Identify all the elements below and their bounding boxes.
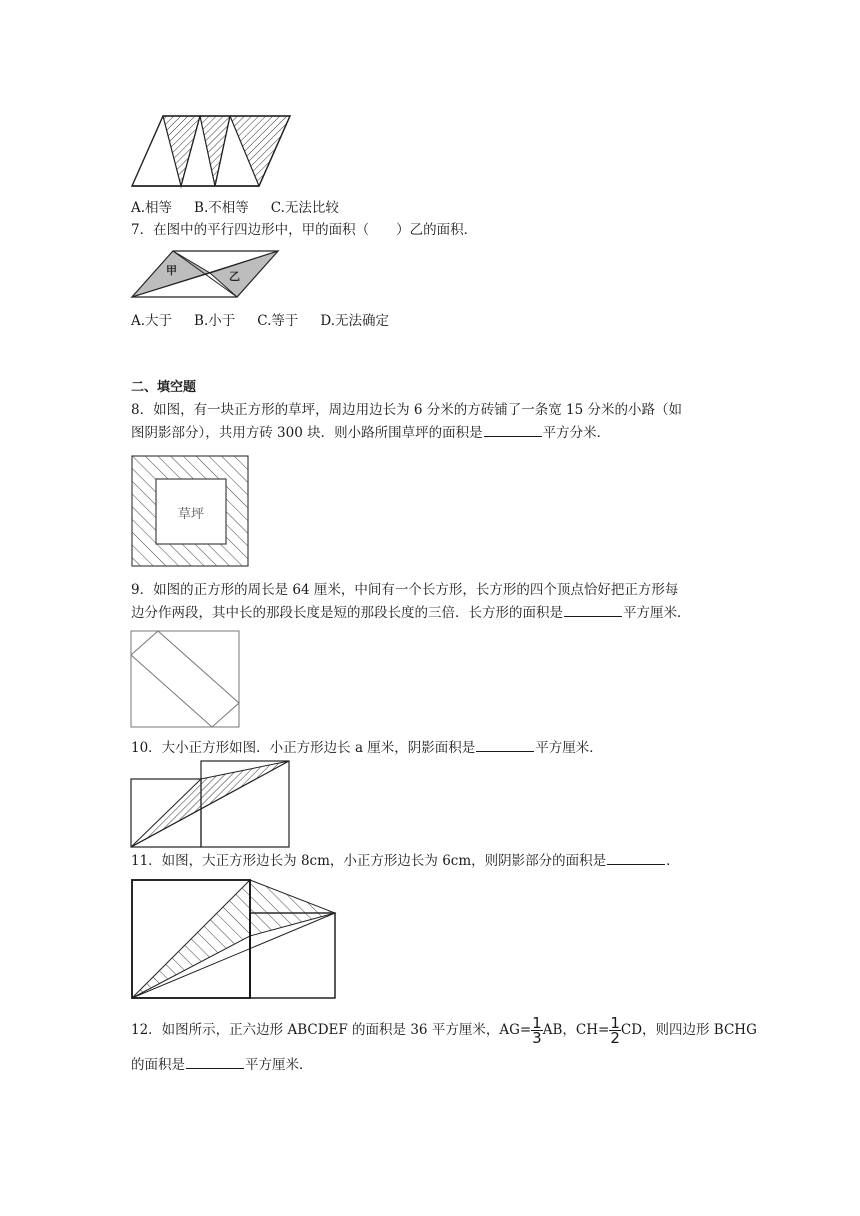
q10-figure: [128, 758, 292, 850]
q12-line1-a: 12．如图所示，正六边形 ABCDEF 的面积是 36 平方厘米，AG=: [131, 1022, 532, 1038]
fraction-one-third: [531, 1016, 543, 1045]
fraction-one-half: [609, 1016, 621, 1045]
answer-blank: [484, 424, 542, 437]
q12-line1-b: AB，CH=: [542, 1022, 610, 1038]
q10-text-a: 10．大小正方形如图．小正方形边长 a 厘米，阴影面积是: [131, 740, 476, 756]
q10-text: [131, 739, 603, 757]
q12-line2-b: 平方厘米．: [245, 1057, 313, 1073]
fraction-denominator: 3: [532, 1029, 542, 1047]
q7-option-b: B.小于: [194, 313, 236, 329]
q12-line1: [131, 1016, 757, 1045]
q7-option-c: C.等于: [257, 313, 299, 329]
q12-line2-a: 的面积是: [131, 1057, 185, 1073]
answer-blank: [564, 604, 622, 617]
answer-blank: [186, 1056, 244, 1069]
fraction-numerator: 1: [532, 1014, 542, 1032]
q11-text-b: ．: [666, 853, 680, 869]
section-title: 二、填空题: [131, 380, 197, 395]
q7-option-a: A.大于: [131, 313, 173, 329]
q9-line1: 9．如图的正方形的周长是 64 厘米，中间有一个长方形，长方形的四个顶点恰好把正方形每: [131, 582, 679, 598]
fraction-numerator: 1: [610, 1014, 620, 1032]
q6-figure: [128, 112, 298, 190]
q7-label-yi: 乙: [229, 270, 240, 283]
q8-line2: [131, 424, 610, 442]
q12-line1-c: CD，则四边形 BCHG: [620, 1022, 757, 1038]
q7-option-d: D.无法确定: [320, 313, 390, 329]
q7-label-jia: 甲: [166, 264, 177, 277]
answer-blank: [476, 739, 534, 752]
q7-options: [131, 312, 411, 330]
q6-option-b: B.不相等: [194, 200, 249, 216]
fraction-denominator: 2: [610, 1029, 620, 1047]
q8-figure: [128, 452, 252, 570]
q8-line1: 8．如图，有一块正方形的草坪，周边用边长为 6 分米的方砖铺了一条宽 15 分米的小路（如: [131, 402, 683, 418]
q8-label-lawn: 草坪: [177, 507, 205, 522]
q7-figure: [128, 246, 282, 302]
q10-text-b: 平方厘米．: [535, 740, 603, 756]
q11-text: [131, 852, 680, 870]
q8-line2-unit: 平方分米．: [542, 425, 611, 441]
q9-figure: [128, 628, 242, 730]
q6-option-c: C.无法比较: [270, 200, 339, 216]
answer-blank: [607, 852, 665, 865]
q11-text-a: 11．如图，大正方形边长为 8cm，小正方形边长为 6cm，则阴影部分的面积是: [131, 853, 607, 869]
q6-options: [131, 199, 361, 217]
q9-line2: [131, 604, 691, 622]
q6-option-a: A.相等: [131, 200, 173, 216]
q12-line2: [131, 1056, 313, 1074]
q9-line2-text: 边分作两段，其中长的那段长度是短的那段长度的三倍．长方形的面积是: [131, 605, 563, 621]
q7-text: 7．在图中的平行四边形中，甲的面积（ ）乙的面积．: [131, 222, 478, 238]
q9-line2-unit: 平方厘米．: [623, 605, 691, 621]
q8-line2-text: 图阴影部分），共用方砖 300 块．则小路所围草坪的面积是: [131, 425, 483, 441]
q11-figure: [128, 876, 340, 1002]
